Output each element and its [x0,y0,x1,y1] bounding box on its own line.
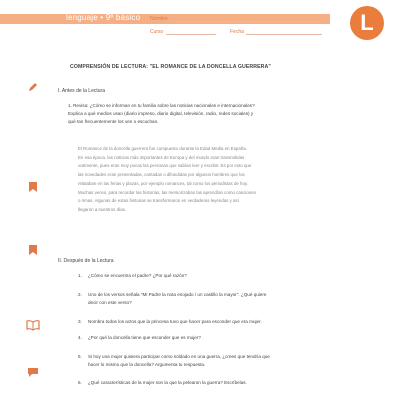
question-text: ¿Por qué la doncella tiene que esconder que es mujer? [88,335,201,340]
question-text: Si hoy una mujer quisiera participar como soldado en una guerra, ¿crees que tendría que [88,354,270,359]
question-number: 5. [78,354,82,359]
bookmark-icon [26,180,40,194]
question-text: Nombra todos los actos que la princesa tuvo que hacer para esconder que era mujer. [88,319,262,324]
question-item [78,379,378,387]
reading-line: o rimas. Algunas de estas historias se transformaron en verdaderas leyendas y así [78,198,239,204]
question-text-cont: decir con este verso? [88,300,132,305]
question-number: 2. [78,292,82,297]
reading-line: Muchas veces, para recordar las historias, las memorizaban las aprendían como canciones [78,189,256,195]
item1-line-1: 1. Revisa: ¿Cómo se informan en tu familia sobre las noticias nacionales e internacionales? [68,103,255,108]
reading-line: relataban en las ferias y plazas, por ejemplo romances, tal como los periodistas de hoy. [78,180,249,186]
question-item [78,272,378,280]
question-text: Uno de los versos señala "Mi Padre la nota enojado / un castillo la mayor". ¿Qué quiere [88,292,267,297]
date-line [246,34,322,35]
item1-line-2: Explica a qué medios usan (diario impreso, diario digital, televisión, radio, redes sociales) y [68,111,254,116]
speech-icon [26,365,40,379]
question-number: 3. [78,319,82,324]
book-icon [26,318,40,332]
reading-line: llegaron a nuestros días. [78,206,127,212]
reading-line: las novedades eran presentadas, cantadas o difundidas por algunos hombres que los [78,172,245,178]
question-item [78,353,378,369]
section1-item1 [68,102,255,126]
question-item [78,334,378,342]
section-heading-before: I. Antes de la Lectura [58,88,105,94]
reading-line: El Romance de la doncella guerrera fue compuesto durante la Edad Media en España. [78,146,247,151]
pencil-icon [26,80,40,94]
reading-line: oralmente, pues eran muy pocas las personas que sabían leer y escribir. Es por esto que [78,163,252,169]
course-label: Curso [150,29,164,35]
question-item [78,318,378,326]
question-number: 4. [78,335,82,340]
question-item [78,291,378,307]
page-title: COMPRENSIÓN DE LECTURA: "EL ROMANCE DE LA DONCELLA GUERRERA" [70,64,271,70]
name-line [172,21,322,22]
reading-line: En esa época, las noticias más importantes de Europa y del mundo eran transmitidas [78,154,245,160]
bookmark-icon-2 [26,243,40,257]
subject-label: lenguaje • 9º básico [66,13,141,22]
course-line [166,34,216,35]
header [0,0,400,34]
section-heading-after: II. Después de la Lectura [58,258,114,264]
item1-line-3: qué tan frecuentemente los ven o escuchan. [68,119,159,124]
date-label: Fecha [230,29,244,35]
name-label: Nombre [150,16,168,22]
question-number: 1. [78,273,82,278]
question-number: 6. [78,380,82,385]
question-text-cont: hacer lo mismo que la doncella? Argumenta tu respuesta. [88,362,206,367]
question-text: ¿Cómo se encuentra el padre? ¿Por qué razón? [88,273,187,278]
reading-passage [78,145,378,215]
logo-icon: L [350,6,384,40]
question-text: ¿Qué características de la mujer son la que la pelearon la guerra? Escríbelas. [88,380,247,385]
